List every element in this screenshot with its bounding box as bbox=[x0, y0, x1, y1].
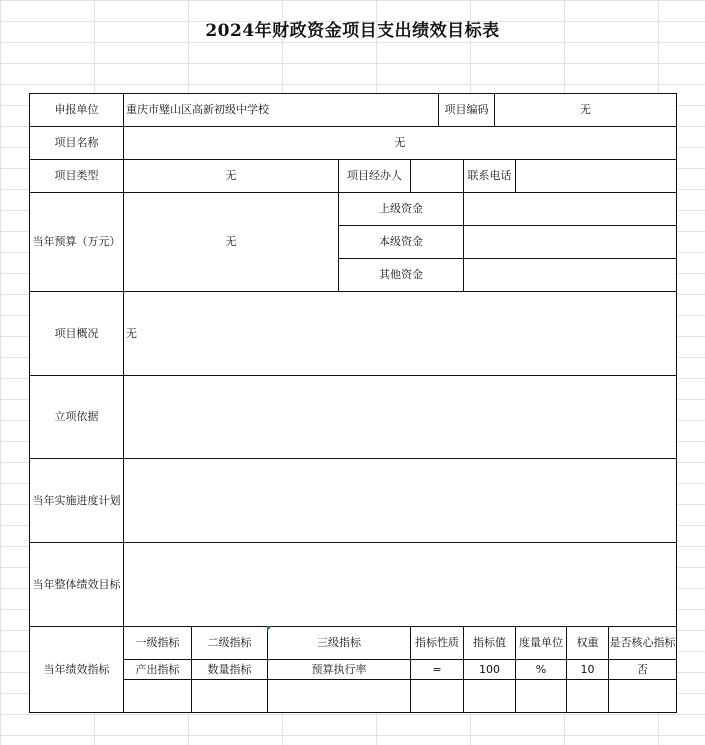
header-weight: 权重 bbox=[567, 627, 609, 660]
schedule-value[interactable] bbox=[124, 459, 676, 543]
project-name-value[interactable]: 无 bbox=[124, 127, 676, 160]
project-manager-label: 项目经办人 bbox=[339, 160, 411, 193]
indicators-label: 当年绩效指标 bbox=[30, 627, 124, 712]
other-funds-label: 其他资金 bbox=[339, 259, 464, 292]
comment-marker-icon bbox=[267, 626, 272, 631]
header-level1: 一级指标 bbox=[124, 627, 192, 660]
indicator-unit[interactable] bbox=[516, 680, 567, 712]
header-core: 是否核心指标 bbox=[609, 627, 676, 660]
contact-phone-value[interactable] bbox=[516, 160, 676, 193]
basis-label: 立项依据 bbox=[30, 376, 124, 459]
indicator-level2[interactable] bbox=[192, 680, 268, 712]
schedule-label: 当年实施进度计划 bbox=[30, 459, 124, 543]
header-unit: 度量单位 bbox=[516, 627, 567, 660]
unit-value[interactable]: 重庆市璧山区高新初级中学校 bbox=[124, 94, 439, 127]
header-value: 指标值 bbox=[464, 627, 516, 660]
performance-target-table bbox=[29, 93, 677, 713]
indicator-nature[interactable] bbox=[411, 680, 464, 712]
superior-funds-label: 上级资金 bbox=[339, 193, 464, 226]
header-level2: 二级指标 bbox=[192, 627, 268, 660]
indicator-core[interactable] bbox=[609, 680, 676, 712]
superior-funds-value[interactable] bbox=[464, 193, 676, 226]
overall-goal-value[interactable] bbox=[124, 543, 676, 627]
overview-label: 项目概况 bbox=[30, 292, 124, 376]
contact-phone-label: 联系电话 bbox=[464, 160, 516, 193]
project-manager-value[interactable] bbox=[411, 160, 464, 193]
project-code-value[interactable]: 无 bbox=[495, 94, 676, 127]
other-funds-value[interactable] bbox=[464, 259, 676, 292]
indicator-weight[interactable]: 10 bbox=[567, 660, 609, 680]
local-funds-label: 本级资金 bbox=[339, 226, 464, 259]
indicator-unit[interactable]: % bbox=[516, 660, 567, 680]
indicator-value[interactable]: 100 bbox=[464, 660, 516, 680]
indicator-nature[interactable]: = bbox=[411, 660, 464, 680]
project-type-value[interactable]: 无 bbox=[124, 160, 339, 193]
indicator-level2[interactable]: 数量指标 bbox=[192, 660, 268, 680]
budget-label: 当年预算（万元） bbox=[30, 193, 124, 292]
indicator-level3[interactable] bbox=[268, 680, 411, 712]
overall-goal-label: 当年整体绩效目标 bbox=[30, 543, 124, 627]
indicator-level1[interactable] bbox=[124, 680, 192, 712]
overview-value[interactable]: 无 bbox=[124, 292, 676, 376]
project-type-label: 项目类型 bbox=[30, 160, 124, 193]
budget-value[interactable]: 无 bbox=[124, 193, 339, 292]
basis-value[interactable] bbox=[124, 376, 676, 459]
indicator-value[interactable] bbox=[464, 680, 516, 712]
project-name-label: 项目名称 bbox=[30, 127, 124, 160]
page-title: 2024年财政资金项目支出绩效目标表 bbox=[205, 21, 500, 41]
header-nature: 指标性质 bbox=[411, 627, 464, 660]
local-funds-value[interactable] bbox=[464, 226, 676, 259]
indicator-level3[interactable]: 预算执行率 bbox=[268, 660, 411, 680]
indicator-core[interactable]: 否 bbox=[609, 660, 676, 680]
header-level3: 三级指标 bbox=[268, 627, 411, 660]
indicator-level1[interactable]: 产出指标 bbox=[124, 660, 192, 680]
project-code-label: 项目编码 bbox=[439, 94, 495, 127]
indicator-weight[interactable] bbox=[567, 680, 609, 712]
unit-label: 申报单位 bbox=[30, 94, 124, 127]
